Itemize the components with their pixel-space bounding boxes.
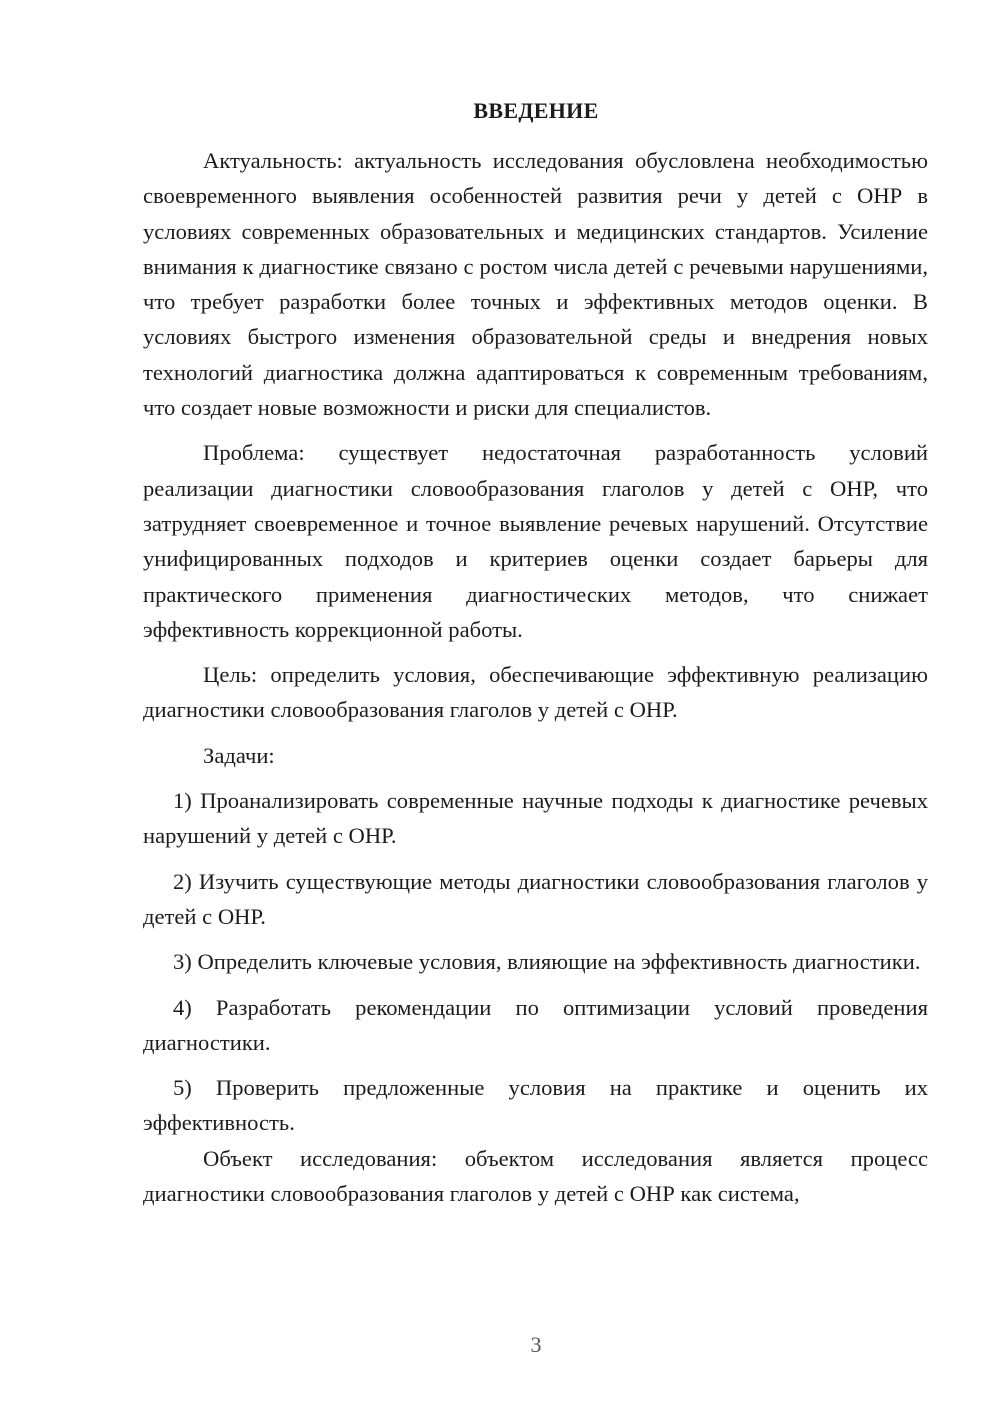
task-item-1: 1) Проанализировать современные научные подходы к диагностике речевых нарушений у детей с ОНР. <box>143 788 928 849</box>
paragraph-object: Объект исследования: объектом исследования является процесс диагностики словообразования глаголов у детей с ОНР как система, <box>143 1145 928 1207</box>
paragraph-goal: Цель: определить условия, обеспечивающие эффективную реализацию диагностики словообразования глаголов у детей с ОНР. <box>143 662 928 723</box>
task-item-4: 4) Разработать рекомендации по оптимизации условий проведения диагностики. <box>143 994 928 1055</box>
page-title: ВВЕДЕНИЕ <box>473 98 599 123</box>
tasks-heading: Задачи: <box>203 742 275 768</box>
paragraph-relevance: Актуальность: актуальность исследования обусловлена необходимостью своевременного выявления особенностей развития речи у детей с ОНР в условиях современных образовательных и медицинских стандартов. Усиление внимания к диагностике связано с ростом числа детей с речевыми нарушениями, что требует разработки более точных и эффективных методов оценки. В условиях быстрого изменения образовательной среды и внедрения новых технологий диагностика должна адаптироваться к современным требованиям, что создает новые возможности и риски для специалистов. <box>143 148 928 421</box>
task-item-5: 5) Проверить предложенные условия на практике и оценить их эффективность. <box>143 1075 928 1136</box>
task-item-3: 3) Определить ключевые условия, влияющие на эффективность диагностики. <box>173 949 921 975</box>
document-body <box>143 143 928 1211</box>
paragraph-problem: Проблема: существует недостаточная разработанность условий реализации диагностики словообразования глаголов у детей с ОНР, что затрудняет своевременное и точное выявление речевых нарушений. Отсутствие унифицированных подходов и критериев оценки создает барьеры для практического применения диагностических методов, что снижает эффективность коррекционной работы. <box>143 440 928 642</box>
page-number: 3 <box>530 1332 542 1357</box>
task-item-2: 2) Изучить существующие методы диагностики словообразования глаголов у детей с ОНР. <box>143 868 928 929</box>
